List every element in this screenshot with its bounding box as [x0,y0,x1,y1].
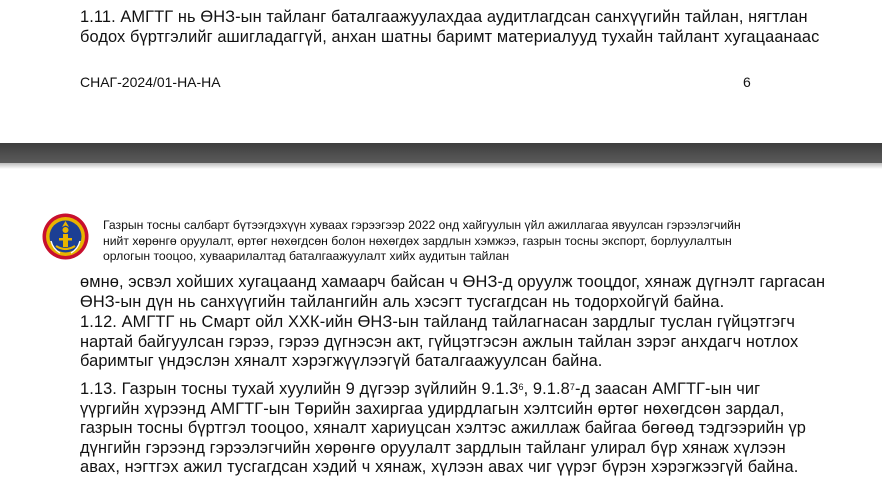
text-line: нартай байгуулсан гэрээ, гэрээ дүгнэсэн акт, гүйцэтгэсэн ажлын тайлан зэрэг анхдагч нотлох [80,332,799,351]
footer-page-number: 6 [743,74,751,90]
text-line: авах, нэгтгэх ажил тусгагдсан хэдий ч хянаж, хүлээн авах чиг үүрэг бүрэн хэрэгжээгүй байна. [80,458,799,476]
text-line: 1.12. АМГТГ нь Смарт ойл ХХК-ийн ӨНЗ-ын тайланд тайлагнасан зардлыг туслан гүйцэтгэгч [80,313,795,331]
page-gap [0,143,882,163]
page-shadow [0,163,882,169]
page-running-header [103,218,843,265]
footnote-ref[interactable]: 7 [569,382,575,392]
text-line: газрын тосны бүртгэл тооцоо, хяналт хариуцсан хэлтэс ажиллаж байгаа бөгөөд тэдгээрийн үр [80,419,807,437]
text-line: ӨНЗ-ын дүн нь санхүүгийн тайлангийн аль хэсэгт тусгагдсан нь тодорхойгүй байна. [80,292,725,311]
text-line: бодох бүртгэлийг ашигладаггүй, анхан шатны баримт материалууд тухайн тайлант хугацаанаас [80,27,820,46]
text-line: өмнө, эсвэл хойших хугацаанд хамаарч байсан ч ӨНЗ-д оруулж тооцдог, хянаж дүгнэлт гаргасан [80,273,826,291]
text-segment: 1.13. Газрын тосны тухай хуулийн 9 дүгээр зүйлийн 9.1.3 [80,380,519,398]
text-line [80,380,840,400]
document-page-previous [0,0,882,143]
paragraph-1-12 [80,313,840,372]
text-segment: -д заасан АМГТГ-ын чиг [574,380,761,398]
text-line: 1.11. АМГТГ нь ӨНЗ-ын тайланг баталгаажуулахдаа аудитлагдсан санхүүгийн тайлан, нягтлан [80,8,808,26]
header-line: нийт хөрөнгө оруулалт, өртөг нөхөгдсөн болон нөхөгдөх зардлын хэмжээ, газрын тосны экспорт, борлуулалтын [103,233,732,248]
paragraph-continuation [80,273,840,312]
text-line: баримтыг үндэслэн хяналт хэрэгжүүлээгүй баталгаажуулсан байна. [80,352,603,370]
text-segment: , 9.1.8 [523,380,570,398]
footer-document-code: СНАГ-2024/01-НА-НА [80,74,221,90]
paragraph-1-11 [80,8,840,47]
paragraph-1-13 [80,380,840,478]
text-line: дүнгийн гэрээнд гэрээлэгчийн хөрөнгө оруулалт зардлын тайланг улирал бүр хянаж хүлээн [80,438,786,457]
header-line: орлогын тооцоо, хуваарилалтад баталгаажуулалт хийх аудитын тайлан [103,249,510,263]
footnote-ref[interactable]: 6 [518,382,524,392]
text-line: үүргийн хүрээнд АМГТГ-ын Төрийн захиргаа удирдлагын хэлтсийн өртөг нөхөгдсөн зардал, [80,399,785,418]
header-line: Газрын тосны салбарт бүтээгдэхүүн хуваах гэрээгээр 2022 онд хайгуулын үйл ажиллагаа явуулсан гэрээлэгчийн [103,218,741,232]
mongolia-state-emblem-icon [42,213,89,260]
